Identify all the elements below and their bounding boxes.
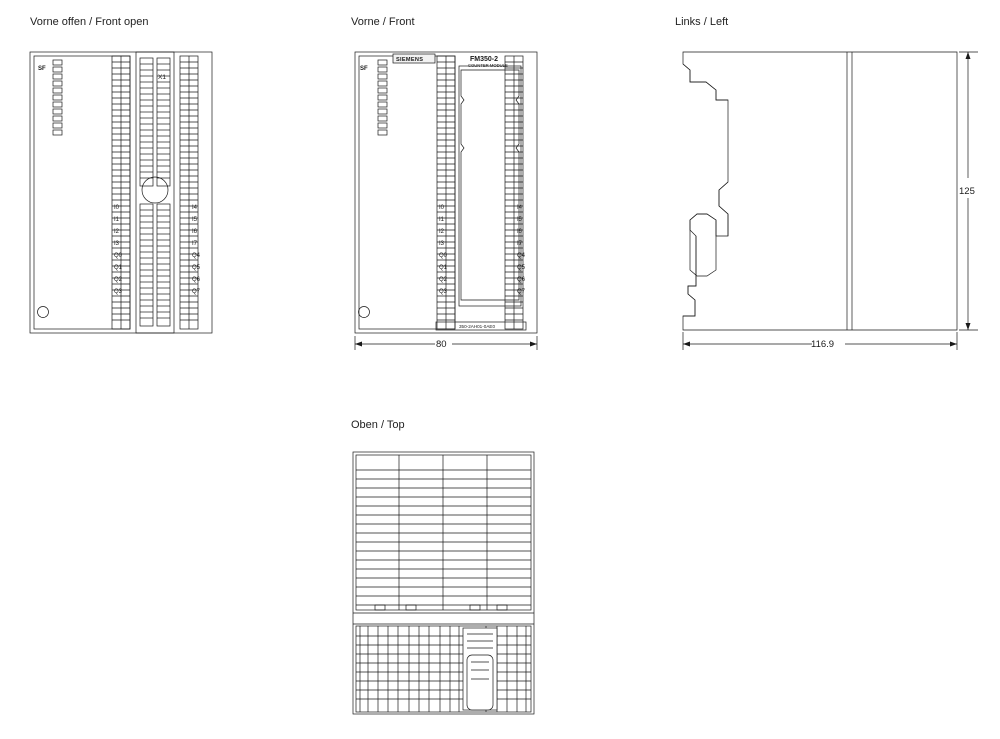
view-title-front: Vorne / Front	[351, 16, 415, 28]
view-front	[355, 52, 537, 350]
terminal-label: I6	[517, 229, 523, 235]
view-front-open	[30, 52, 212, 333]
terminal-label: I3	[114, 241, 120, 247]
module-name: FM350-2	[470, 56, 499, 63]
terminal-label: Q1	[114, 265, 123, 271]
brand-label: SIEMENS	[396, 57, 424, 63]
terminal-label: Q2	[114, 277, 123, 283]
terminal-label: Q3	[439, 289, 448, 295]
view-title-top: Oben / Top	[351, 419, 405, 431]
dimension-value-width: 80	[436, 339, 447, 350]
view-title-left: Links / Left	[675, 16, 729, 28]
terminal-label: Q7	[517, 289, 526, 295]
view-left	[683, 52, 978, 350]
terminal-label: Q5	[192, 265, 201, 271]
terminal-label: I5	[517, 217, 523, 223]
terminal-label: Q1	[439, 265, 448, 271]
terminal-label: Q7	[192, 289, 201, 295]
terminal-label: I7	[192, 241, 198, 247]
terminal-label: Q4	[192, 253, 201, 259]
dimension-value-height: 125	[959, 186, 975, 197]
module-subtitle: COUNTER MODULE	[468, 63, 508, 68]
terminal-label: Q6	[517, 277, 526, 283]
terminal-label: I1	[439, 217, 445, 223]
terminal-label: I1	[114, 217, 120, 223]
terminal-label: I2	[114, 229, 120, 235]
terminal-label: I7	[517, 241, 523, 247]
dimension-value-depth: 116.9	[811, 339, 835, 350]
terminal-label: I3	[439, 241, 445, 247]
view-top	[353, 452, 534, 714]
status-led-label-front: SF	[360, 66, 368, 72]
terminal-label: I5	[192, 217, 198, 223]
status-led-label: SF	[38, 66, 46, 72]
terminal-label: Q3	[114, 289, 123, 295]
terminal-label: Q2	[439, 277, 448, 283]
terminal-label: Q4	[517, 253, 526, 259]
terminal-label: I4	[192, 205, 198, 211]
terminal-label: Q5	[517, 265, 526, 271]
connector-label-x1: X1	[158, 74, 166, 81]
view-title-front-open: Vorne offen / Front open	[30, 16, 149, 28]
order-number-label: 350-2AH01-0AE0	[459, 324, 496, 329]
terminal-label: Q0	[439, 253, 448, 259]
terminal-label: I0	[114, 205, 120, 211]
terminal-label: Q6	[192, 277, 201, 283]
terminal-label: I4	[517, 205, 523, 211]
terminal-label: I0	[439, 205, 445, 211]
terminal-label: I6	[192, 229, 198, 235]
terminal-label: I2	[439, 229, 445, 235]
terminal-label: Q0	[114, 253, 123, 259]
